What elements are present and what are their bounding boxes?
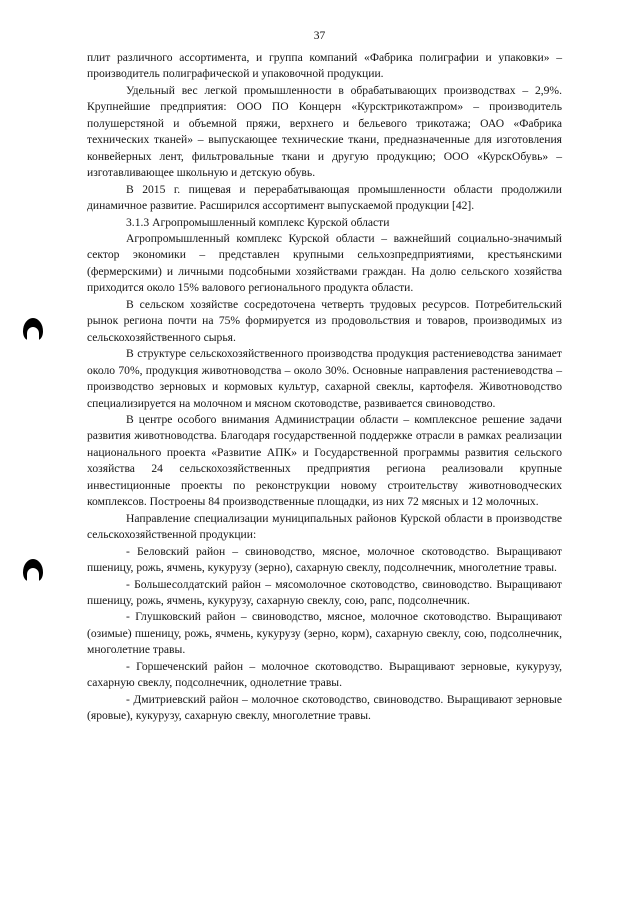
paragraph: Удельный вес легкой промышленности в обрабатывающих производствах – 2,9%. Крупнейшие предприятия: ООО ПО Концерн «Курсктрикотажпром» – производитель полушерстяной и объемной пряжи, верхнего и бельевого трикотажа; ОАО «Фабрика технических тканей» – выпускающее технические ткани, предназначенные для изготовления конвейерных лент, фильтровальные ткани и другую продукцию; ООО «КурскОбувь» – изготавливающее школьную и детскую обувь. <box>87 83 562 180</box>
paragraph: Агропромышленный комплекс Курской области – важнейший социально-значимый сектор экономики – представлен крупными сельхозпредприятиями, крестьянскими (фермерскими) и личными подсобными хозяйствами граждан. На долю сельского хозяйства приходится около 15% валового регионального продукта области. <box>87 231 562 295</box>
paragraph: плит различного ассортимента, и группа компаний «Фабрика полиграфии и упаковки» – производитель полиграфической и упаковочной продукции. <box>87 51 562 81</box>
document-body <box>87 50 562 725</box>
paragraph: В 2015 г. пищевая и перерабатывающая промышленности области продолжили динамичное развитие. Расширился ассортимент выпускаемой продукции [42]. <box>87 182 562 213</box>
paragraph: 3.1.3 Агропромышленный комплекс Курской области <box>126 215 390 229</box>
paragraph: - Большесолдатский район – мясомолочное скотоводство, свиноводство. Выращивают пшеницу, рожь, ячмень, кукурузу, сахарную свеклу, сою, рапс, подсолнечник. <box>87 577 562 607</box>
paragraph: - Беловский район – свиноводство, мясное, молочное скотоводство. Выращивают пшеницу, рожь, ячмень, кукурузу (зерно), сахарную свеклу, подсолнечник, многолетние травы. <box>87 544 562 575</box>
binder-hole-mark <box>23 559 43 581</box>
paragraph: В сельском хозяйстве сосредоточена четверть трудовых ресурсов. Потребительский рынок региона почти на 75% формируется из продовольствия и товаров, производимых из сельскохозяйственного сырья. <box>87 297 562 344</box>
paragraph: В центре особого внимания Администрации области – комплексное решение задачи развития животноводства. Благодаря государственной поддержке отрасли в рамках реализации национального проекта «Развитие АПК» и Государственной программы развития сельского хозяйства 24 сельскохозяйственных предприятия региона реализовали крупные инвестиционные проекты по реконструкции новому строительству животноводческих комплексов. Построены 84 производственные площадки, из них 72 мясных и 12 молочных. <box>87 412 562 509</box>
paragraph: - Горшеченский район – молочное скотоводство. Выращивают зерновые, кукурузу, сахарную свеклу, подсолнечник, однолетние травы. <box>87 659 562 690</box>
paragraph: В структуре сельскохозяйственного производства продукция растениеводства занимает около 70%, продукция животноводства – около 30%. Основные направления растениеводства – производство зерновых и кормовых культур, сахарной свеклы, картофеля. Животноводство специализируется на молочном и мясном скотоводстве, развивается свиноводство. <box>87 347 562 410</box>
paragraph: - Глушковский район – свиноводство, мясное, молочное скотоводство. Выращивают (озимые) пшеницу, рожь, ячмень, кукурузу (зерно, корм), сахарную свеклу, сою, подсолнечник, многолетние травы. <box>87 610 562 657</box>
page-number: 37 <box>313 30 326 42</box>
binder-hole-mark <box>23 318 43 340</box>
paragraph: - Дмитриевский район – молочное скотоводство, свиноводство. Выращивают зерновые (яровые), кукурузу, сахарную свеклу, многолетние травы. <box>87 692 562 723</box>
paragraph: Направление специализации муниципальных районов Курской области в производстве сельскохозяйственной продукции: <box>87 511 562 542</box>
